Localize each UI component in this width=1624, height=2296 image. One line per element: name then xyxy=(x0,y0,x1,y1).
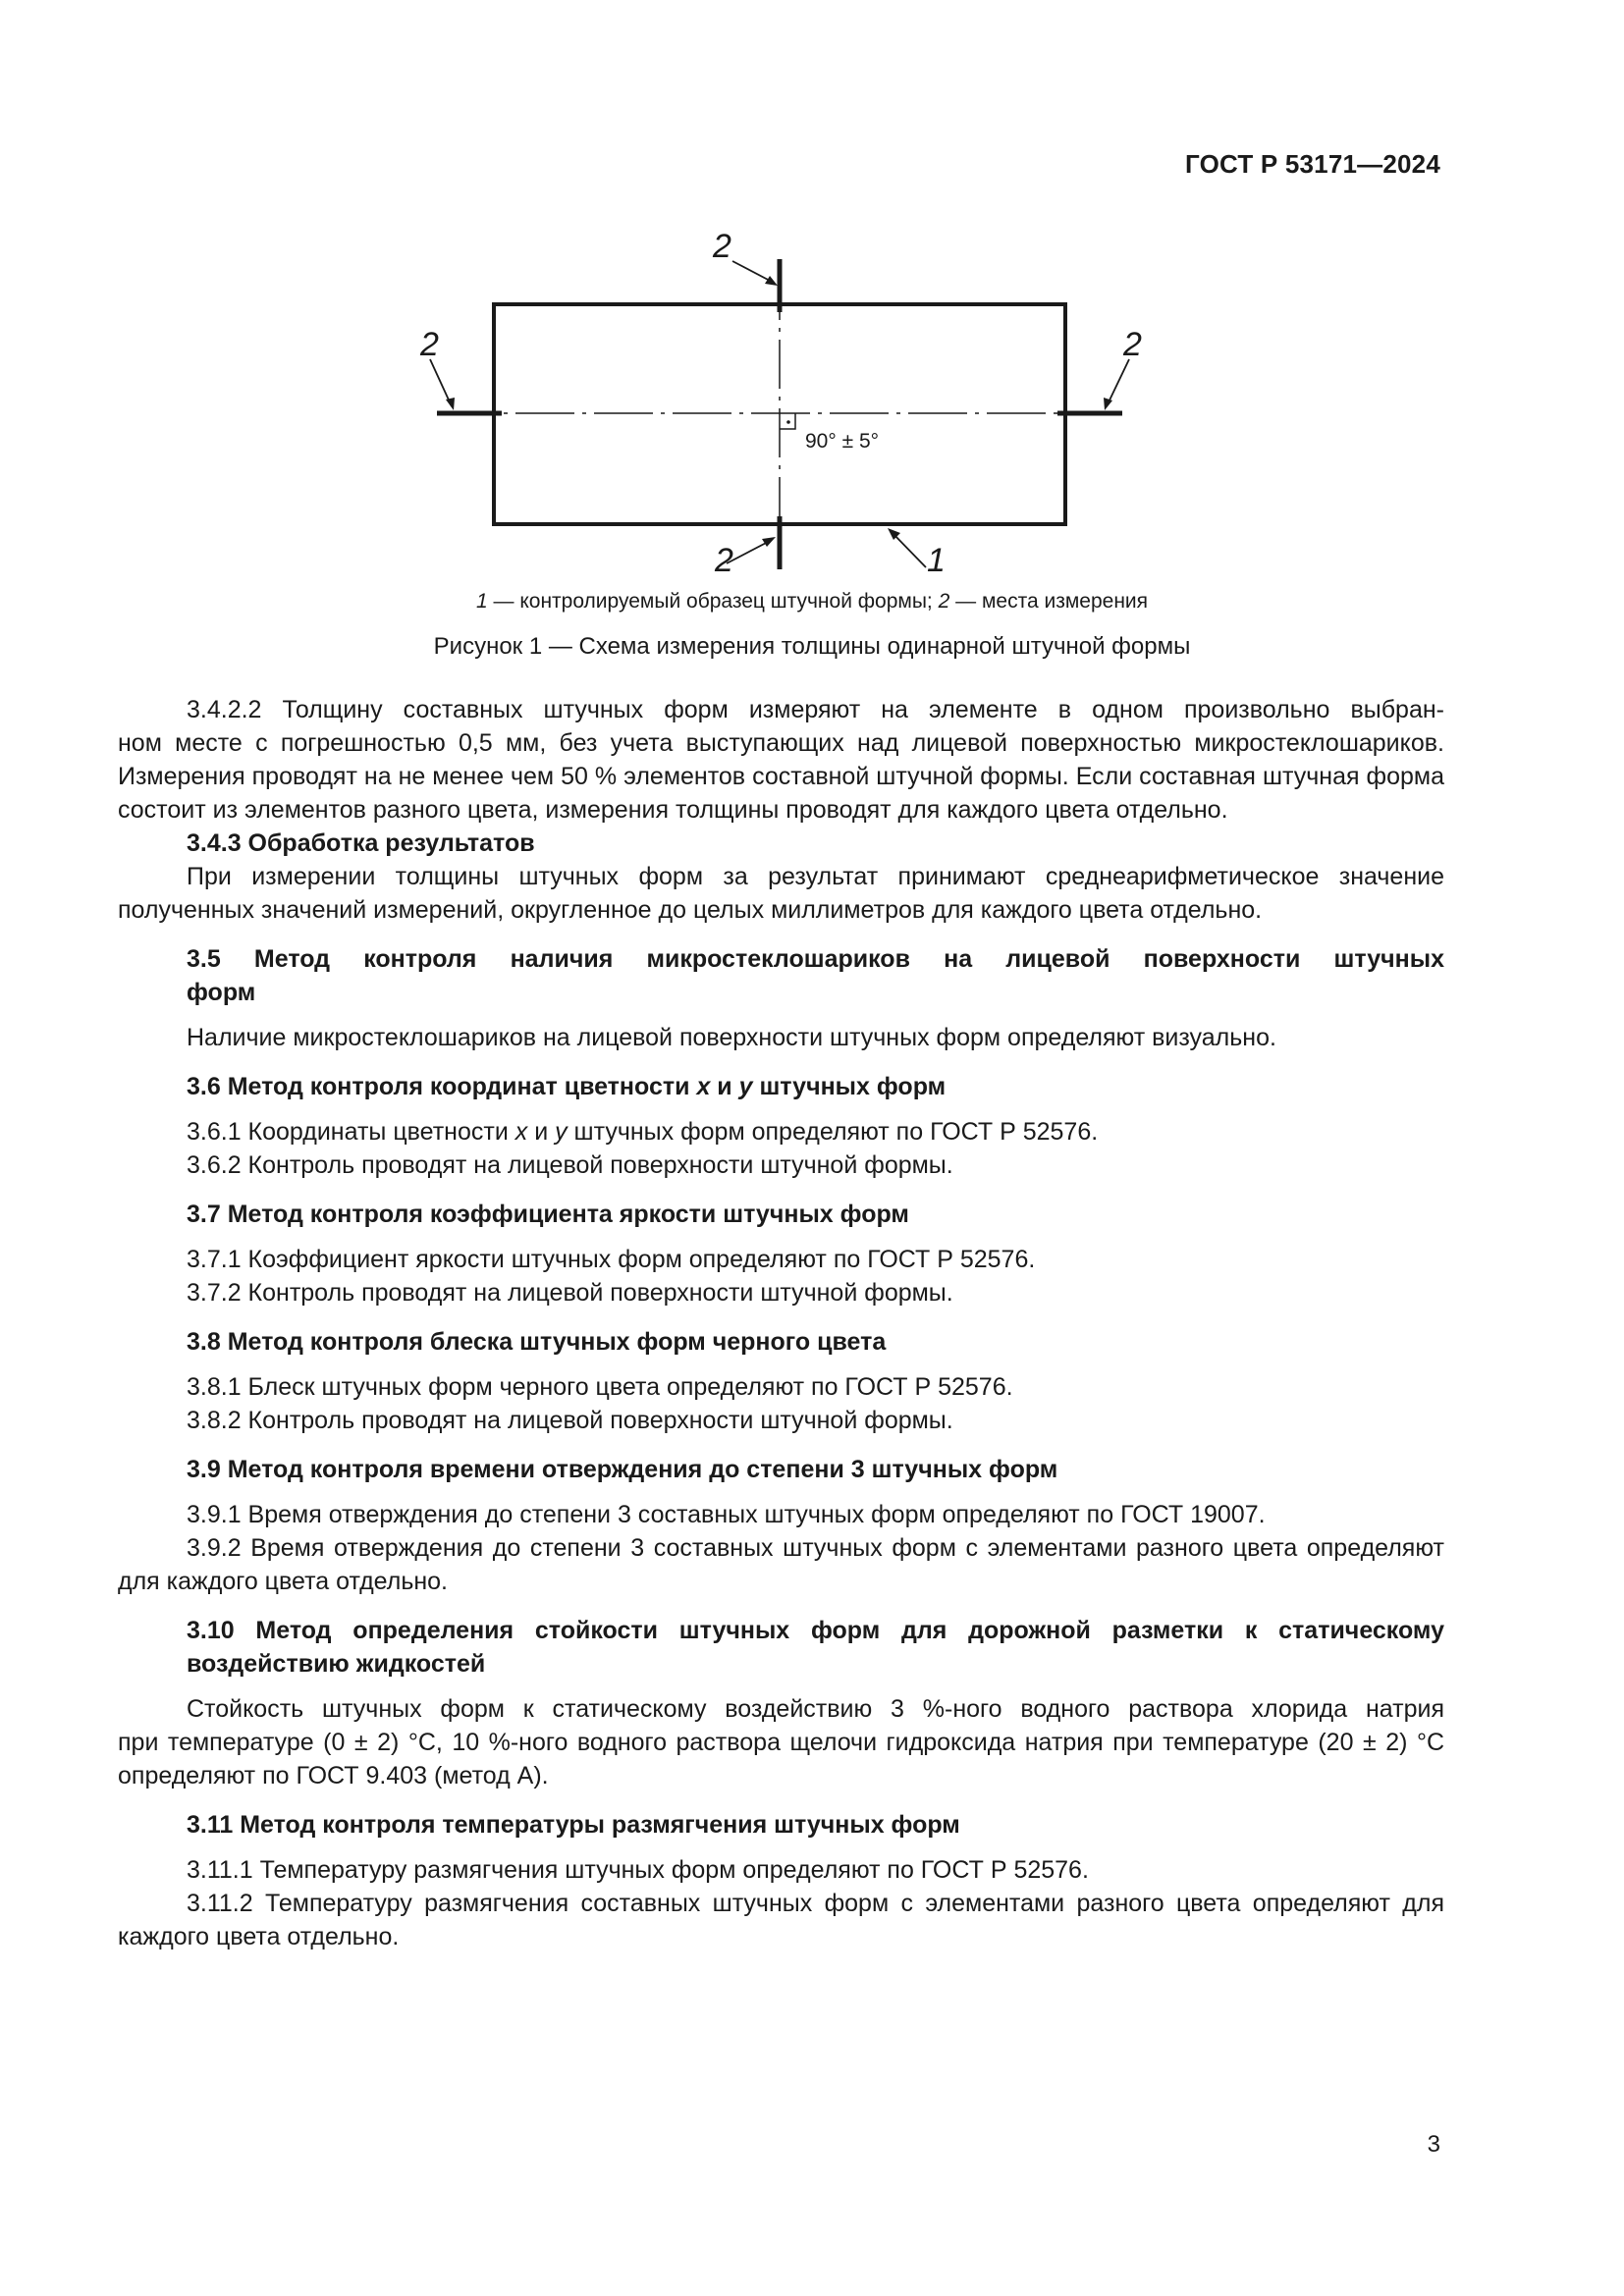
paragraph-3-6-1-var-x: x xyxy=(514,1118,528,1146)
figure-caption: Рисунок 1 — Схема измерения толщины одинарной штучной формы xyxy=(433,633,1191,660)
heading-3-9: 3.9 Метод контроля времени отверждения до степени 3 штучных форм xyxy=(187,1456,1058,1483)
paragraph-3-9-1: 3.9.1 Время отверждения до степени 3 составных штучных форм определяют по ГОСТ 19007. xyxy=(187,1501,1266,1528)
heading-3-10-line2: воздействию жидкостей xyxy=(187,1650,486,1678)
measurement-diagram xyxy=(412,222,1159,585)
paragraph-3-10-line1: Стойкость штучных форм к статическому воздействию 3 %-ного водного раствора хлорида натрия xyxy=(187,1695,1444,1723)
arrowhead-top xyxy=(765,276,778,286)
heading-3-6-text-b: и xyxy=(710,1073,739,1100)
paragraph-3-6-1-text-b: и xyxy=(527,1118,556,1146)
leader-right xyxy=(1107,359,1129,406)
legend-number-2: 2 xyxy=(938,590,950,613)
legend-number-1: 1 xyxy=(475,590,488,613)
arrowhead-left xyxy=(446,398,455,410)
paragraph-3-8-1: 3.8.1 Блеск штучных форм черного цвета определяют по ГОСТ Р 52576. xyxy=(187,1373,1013,1401)
document-id-header: ГОСТ Р 53171—2024 xyxy=(1185,149,1440,179)
heading-3-6-var-x: x xyxy=(696,1073,711,1100)
callout-top: 2 xyxy=(713,228,731,265)
callout-right: 2 xyxy=(1123,326,1142,363)
heading-3-6-var-y: y xyxy=(738,1073,753,1100)
paragraph-3-10: при температуре (0 ± 2) °С, 10 %-ного водного раствора щелочи гидроксида натрия при температуре (20 ± 2) °С определяют по ГОСТ 9.403 (метод А). xyxy=(118,1729,1444,1789)
heading-3-5-line1: 3.5 Метод контроля наличия микростеклошариков на лицевой поверхности штучных xyxy=(187,945,1444,973)
paragraph-3-8-2: 3.8.2 Контроль проводят на лицевой поверхности штучной формы. xyxy=(187,1407,953,1434)
paragraph-3-11-2: 3.11.2 Температуру размягчения составных штучных форм с элементами разного цвета определяют для каждого цвета отдельно. xyxy=(118,1890,1444,1950)
angle-label: 90° ± 5° xyxy=(805,430,880,453)
callout-bottom: 2 xyxy=(715,542,733,579)
right-angle-dot xyxy=(786,420,790,424)
paragraph-3-7-1: 3.7.1 Коэффициент яркости штучных форм определяют по ГОСТ Р 52576. xyxy=(187,1246,1036,1273)
figure-legend xyxy=(0,590,1624,614)
paragraph-3-6-1-text-a: 3.6.1 Координаты цветности xyxy=(187,1118,515,1146)
paragraph-3-6-1 xyxy=(118,1115,1444,1148)
heading-3-6 xyxy=(118,1070,1444,1103)
heading-3-7: 3.7 Метод контроля коэффициента яркости штучных форм xyxy=(187,1201,909,1228)
paragraph-3-4-2-2: ном месте с погрешностью 0,5 мм, без учета выступающих над лицевой поверхностью микростеклошариков. Измерения проводят на не менее чем 50 % элементов составной штучной формы. Если составная штучная форма состоит из элементов разного цвета, измерения толщины проводят для каждого цвета отдельно. xyxy=(118,729,1444,824)
heading-3-4-3: 3.4.3 Обработка результатов xyxy=(187,829,535,857)
paragraph-3-4-3: При измерении толщины штучных форм за результат принимают среднеарифметическое значение полученных значений измерений, округленное до целых миллиметров для каждого цвета отдельно. xyxy=(118,863,1444,924)
arrowhead-bottom xyxy=(762,537,776,547)
paragraph-3-6-1-text-c: штучных форм определяют по ГОСТ Р 52576. xyxy=(567,1118,1099,1146)
heading-3-11: 3.11 Метод контроля температуры размягчения штучных форм xyxy=(187,1811,960,1839)
paragraph-3-6-2: 3.6.2 Контроль проводят на лицевой поверхности штучной формы. xyxy=(187,1151,953,1179)
arrowhead-right xyxy=(1104,398,1112,410)
paragraph-3-7-2: 3.7.2 Контроль проводят на лицевой поверхности штучной формы. xyxy=(187,1279,953,1307)
heading-3-6-text-a: 3.6 Метод контроля координат цветности xyxy=(187,1073,697,1100)
heading-3-5-line2: форм xyxy=(187,979,256,1006)
heading-3-6-text-c: штучных форм xyxy=(752,1073,947,1100)
figure-measurement-scheme xyxy=(412,222,1159,585)
paragraph-3-9-2: 3.9.2 Время отверждения до степени 3 составных штучных форм с элементами разного цвета определяют для каждого цвета отдельно. xyxy=(118,1534,1444,1595)
document-body xyxy=(118,693,1444,1953)
paragraph-3-5: Наличие микростеклошариков на лицевой поверхности штучных форм определяют визуально. xyxy=(187,1024,1276,1051)
paragraph-3-4-2-2-line1: 3.4.2.2 Толщину составных штучных форм измеряют на элементе в одном произвольно выбран- xyxy=(187,696,1444,723)
page-number: 3 xyxy=(1427,2131,1440,2158)
heading-3-10-line1: 3.10 Метод определения стойкости штучных форм для дорожной разметки к статическому xyxy=(187,1617,1444,1644)
callout-left: 2 xyxy=(420,326,439,363)
callout-sample: 1 xyxy=(927,542,946,579)
leader-sample xyxy=(892,532,926,567)
paragraph-3-11-1: 3.11.1 Температуру размягчения штучных форм определяют по ГОСТ Р 52576. xyxy=(187,1856,1089,1884)
heading-3-8: 3.8 Метод контроля блеска штучных форм черного цвета xyxy=(187,1328,887,1356)
legend-text-2: — места измерения xyxy=(949,590,1149,613)
legend-text-1: — контролируемый образец штучной формы; xyxy=(487,590,939,613)
paragraph-3-6-1-var-y: y xyxy=(555,1118,568,1146)
